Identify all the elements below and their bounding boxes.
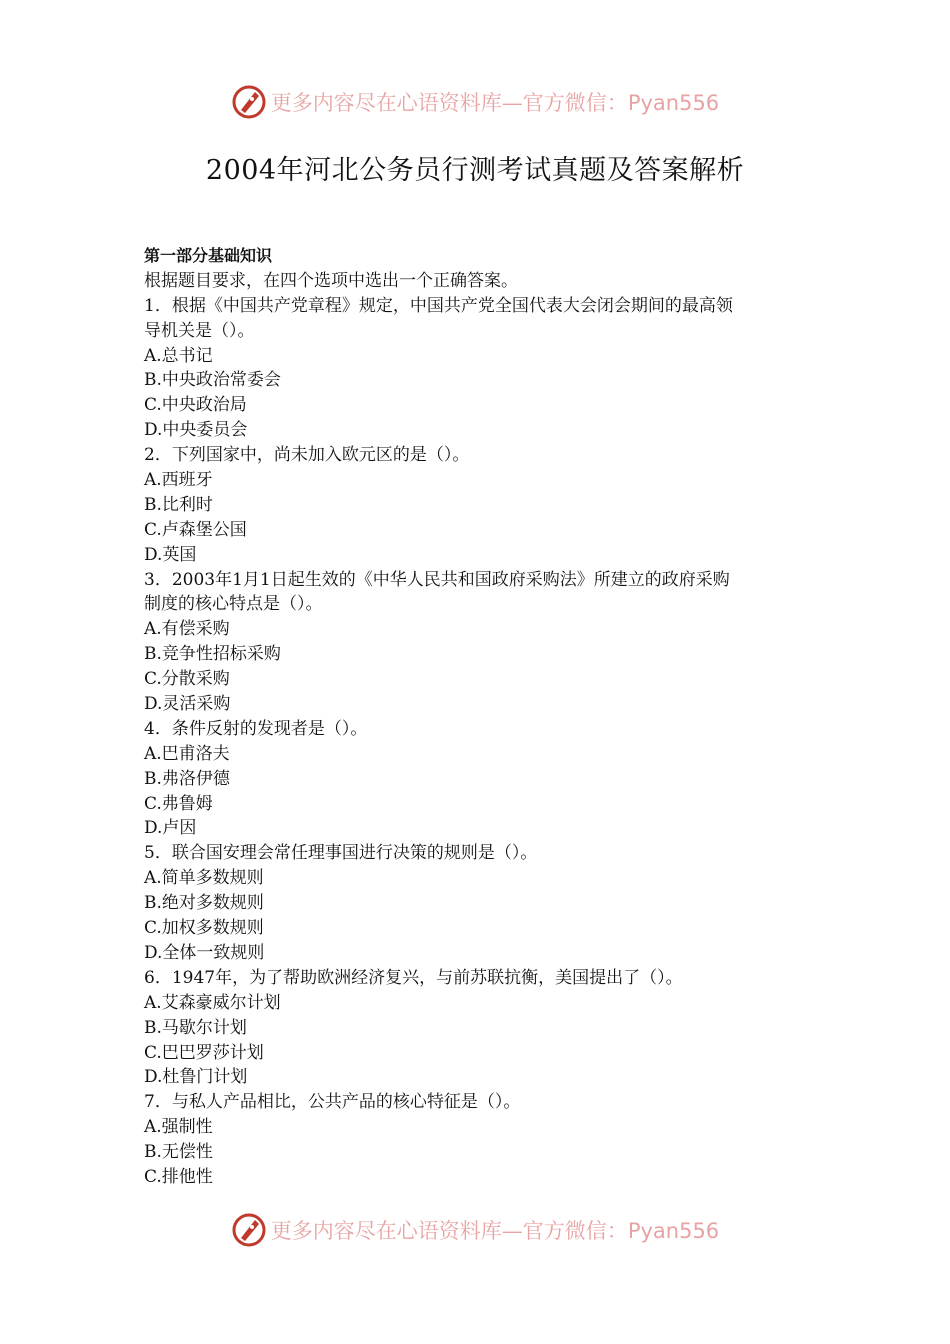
text-line: B.弗洛伊德 xyxy=(144,768,230,789)
text-line: A.艾森豪威尔计划 xyxy=(144,992,281,1013)
text-line: 6．1947年，为了帮助欧洲经济复兴，与前苏联抗衡，美国提出了（）。 xyxy=(144,967,683,988)
text-line: C.巴巴罗莎计划 xyxy=(144,1042,264,1063)
text-line: B.绝对多数规则 xyxy=(144,893,264,914)
text-line: B.中央政治常委会 xyxy=(144,370,281,391)
text-line: 导机关是（）。 xyxy=(144,320,255,341)
text-line: C.弗鲁姆 xyxy=(144,793,213,814)
text-line: C.卢森堡公国 xyxy=(144,519,247,540)
text-line: 7．与私人产品相比，公共产品的核心特征是（）。 xyxy=(144,1092,521,1113)
text-line: A.简单多数规则 xyxy=(144,868,264,889)
text-line: 1．根据《中国共产党章程》规定，中国共产党全国代表大会闭会期间的最高领 xyxy=(144,295,733,316)
wechat-id: Pyan556 xyxy=(627,1219,720,1243)
document-title: 2004年河北公务员行测考试真题及答案解析 xyxy=(205,155,745,186)
text-line: A.总书记 xyxy=(144,345,213,366)
banner-text: 更多内容尽在心语资料库—官方微信：Pyan556 xyxy=(270,1219,720,1243)
document-body xyxy=(144,244,814,1190)
text-line: C.中央政治局 xyxy=(144,395,247,416)
text-line: 5．联合国安理会常任理事国进行决策的规则是（）。 xyxy=(144,843,538,864)
text-line: 3．2003年1月1日起生效的《中华人民共和国政府采购法》所建立的政府采购 xyxy=(144,569,730,590)
text-line: B.竞争性招标采购 xyxy=(144,644,281,665)
banner-text: 更多内容尽在心语资料库—官方微信：Pyan556 xyxy=(270,91,720,115)
text-line: B.比利时 xyxy=(144,494,213,515)
section-heading: 第一部分基础知识 xyxy=(144,246,273,265)
text-line: D.杜鲁门计划 xyxy=(144,1067,248,1088)
text-line: D.全体一致规则 xyxy=(144,942,265,963)
text-line: 制度的核心特点是（）。 xyxy=(144,594,323,615)
text-line: A.强制性 xyxy=(144,1117,213,1138)
text-line: D.英国 xyxy=(144,544,197,565)
header-banner xyxy=(0,82,950,122)
text-line: C.分散采购 xyxy=(144,669,230,690)
footer-banner xyxy=(0,1210,950,1250)
pen-logo-icon xyxy=(231,1212,267,1248)
text-line: 2．下列国家中，尚未加入欧元区的是（）。 xyxy=(144,445,470,466)
text-line: D.卢因 xyxy=(144,818,197,839)
text-line: A.巴甫洛夫 xyxy=(144,743,230,764)
wechat-id: Pyan556 xyxy=(627,91,720,115)
text-line: D.灵活采购 xyxy=(144,694,231,715)
text-line: D.中央委员会 xyxy=(144,420,248,441)
text-line: B.无偿性 xyxy=(144,1142,213,1163)
text-line: A.西班牙 xyxy=(144,470,213,491)
text-line: C.排他性 xyxy=(144,1166,213,1187)
question-list xyxy=(144,294,814,1190)
text-line: A.有偿采购 xyxy=(144,619,230,640)
section-instruction: 根据题目要求，在四个选项中选出一个正确答案。 xyxy=(144,270,518,291)
text-line: C.加权多数规则 xyxy=(144,918,264,939)
text-line: B.马歇尔计划 xyxy=(144,1017,247,1038)
text-line: 4．条件反射的发现者是（）。 xyxy=(144,718,368,739)
pen-logo-icon xyxy=(231,84,267,120)
